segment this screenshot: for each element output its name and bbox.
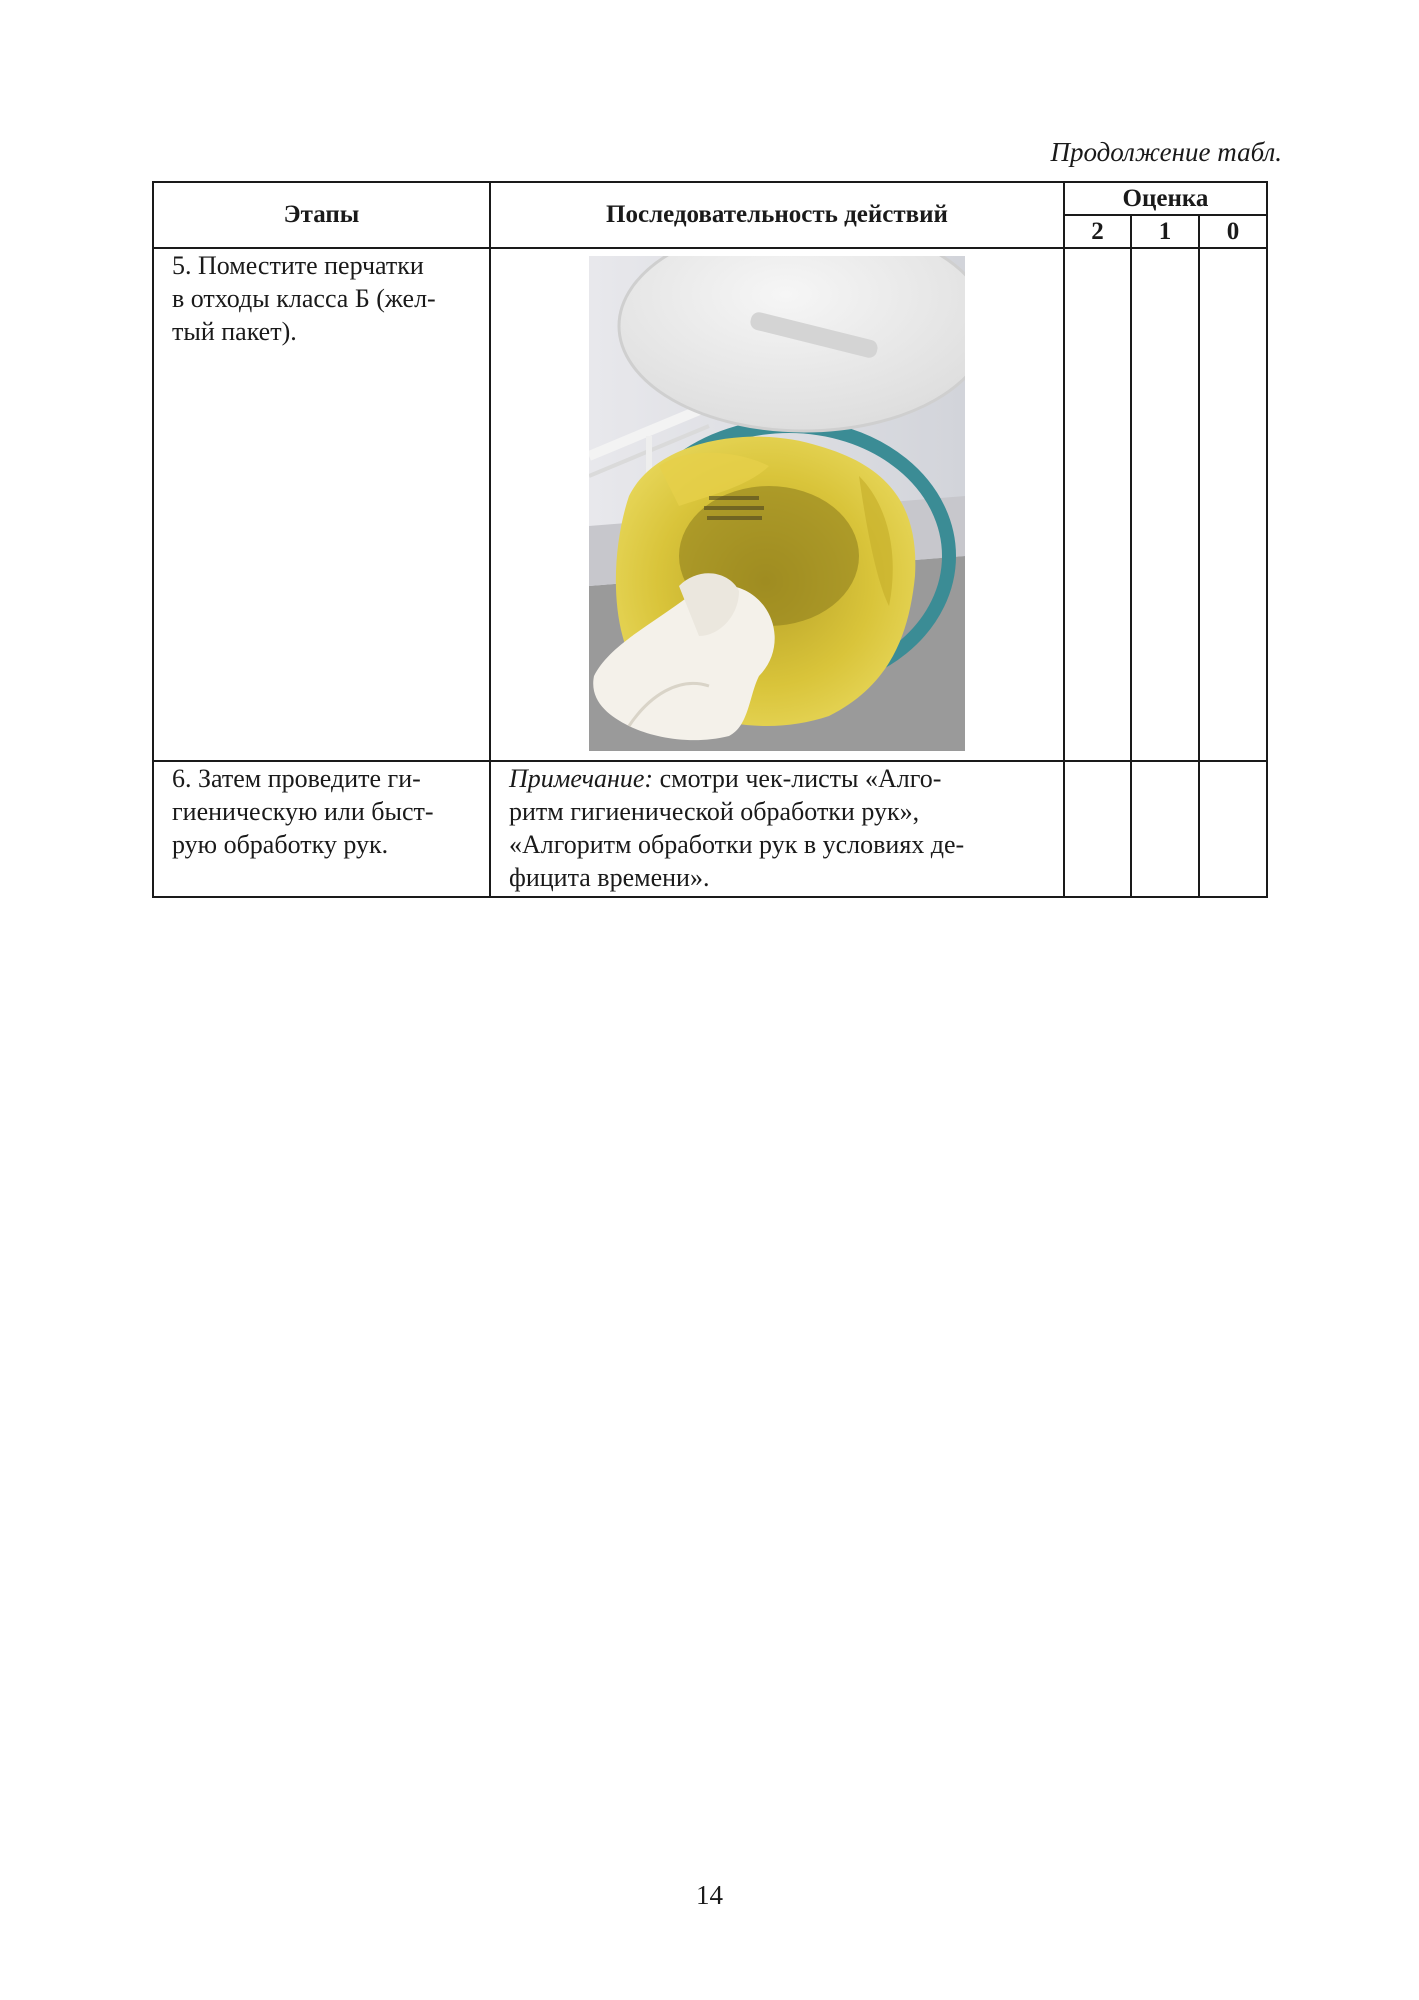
checklist-table: [152, 181, 1268, 898]
page-number: 14: [696, 1880, 723, 1910]
header-stages: Этапы: [153, 182, 490, 248]
header-score: Оценка: [1064, 182, 1267, 215]
stage-cell: [153, 761, 490, 897]
score-cell-0: [1199, 761, 1267, 897]
note-label: Примечание:: [509, 764, 654, 793]
waste-bin-photo: [589, 256, 965, 751]
table-row: [153, 248, 1267, 761]
header-score-1: 1: [1131, 215, 1199, 248]
note-body: смотри чек-листы «Алго- ритм гигиенической обработки рук», «Алгоритм обработки рук в условиях де- фицита времени».: [509, 764, 965, 892]
header-actions: Последовательность действий: [490, 182, 1064, 248]
score-cell-1: [1131, 761, 1199, 897]
continuation-label: Продолжение табл.: [1050, 137, 1282, 167]
table-row: [153, 761, 1267, 897]
actions-cell: [490, 248, 1064, 761]
header-score-0: 0: [1199, 215, 1267, 248]
stage-cell: [153, 248, 490, 761]
stage-6-text: 6. Затем проведите ги- гиеническую или быст- рую обработку рук.: [172, 764, 434, 859]
note-cell: [490, 761, 1064, 897]
score-cell-2: [1064, 248, 1131, 761]
score-cell-0: [1199, 248, 1267, 761]
stage-5-text: 5. Поместите перчатки в отходы класса Б (жел- тый пакет).: [172, 251, 436, 346]
score-cell-1: [1131, 248, 1199, 761]
score-cell-2: [1064, 761, 1131, 897]
header-score-2: 2: [1064, 215, 1131, 248]
